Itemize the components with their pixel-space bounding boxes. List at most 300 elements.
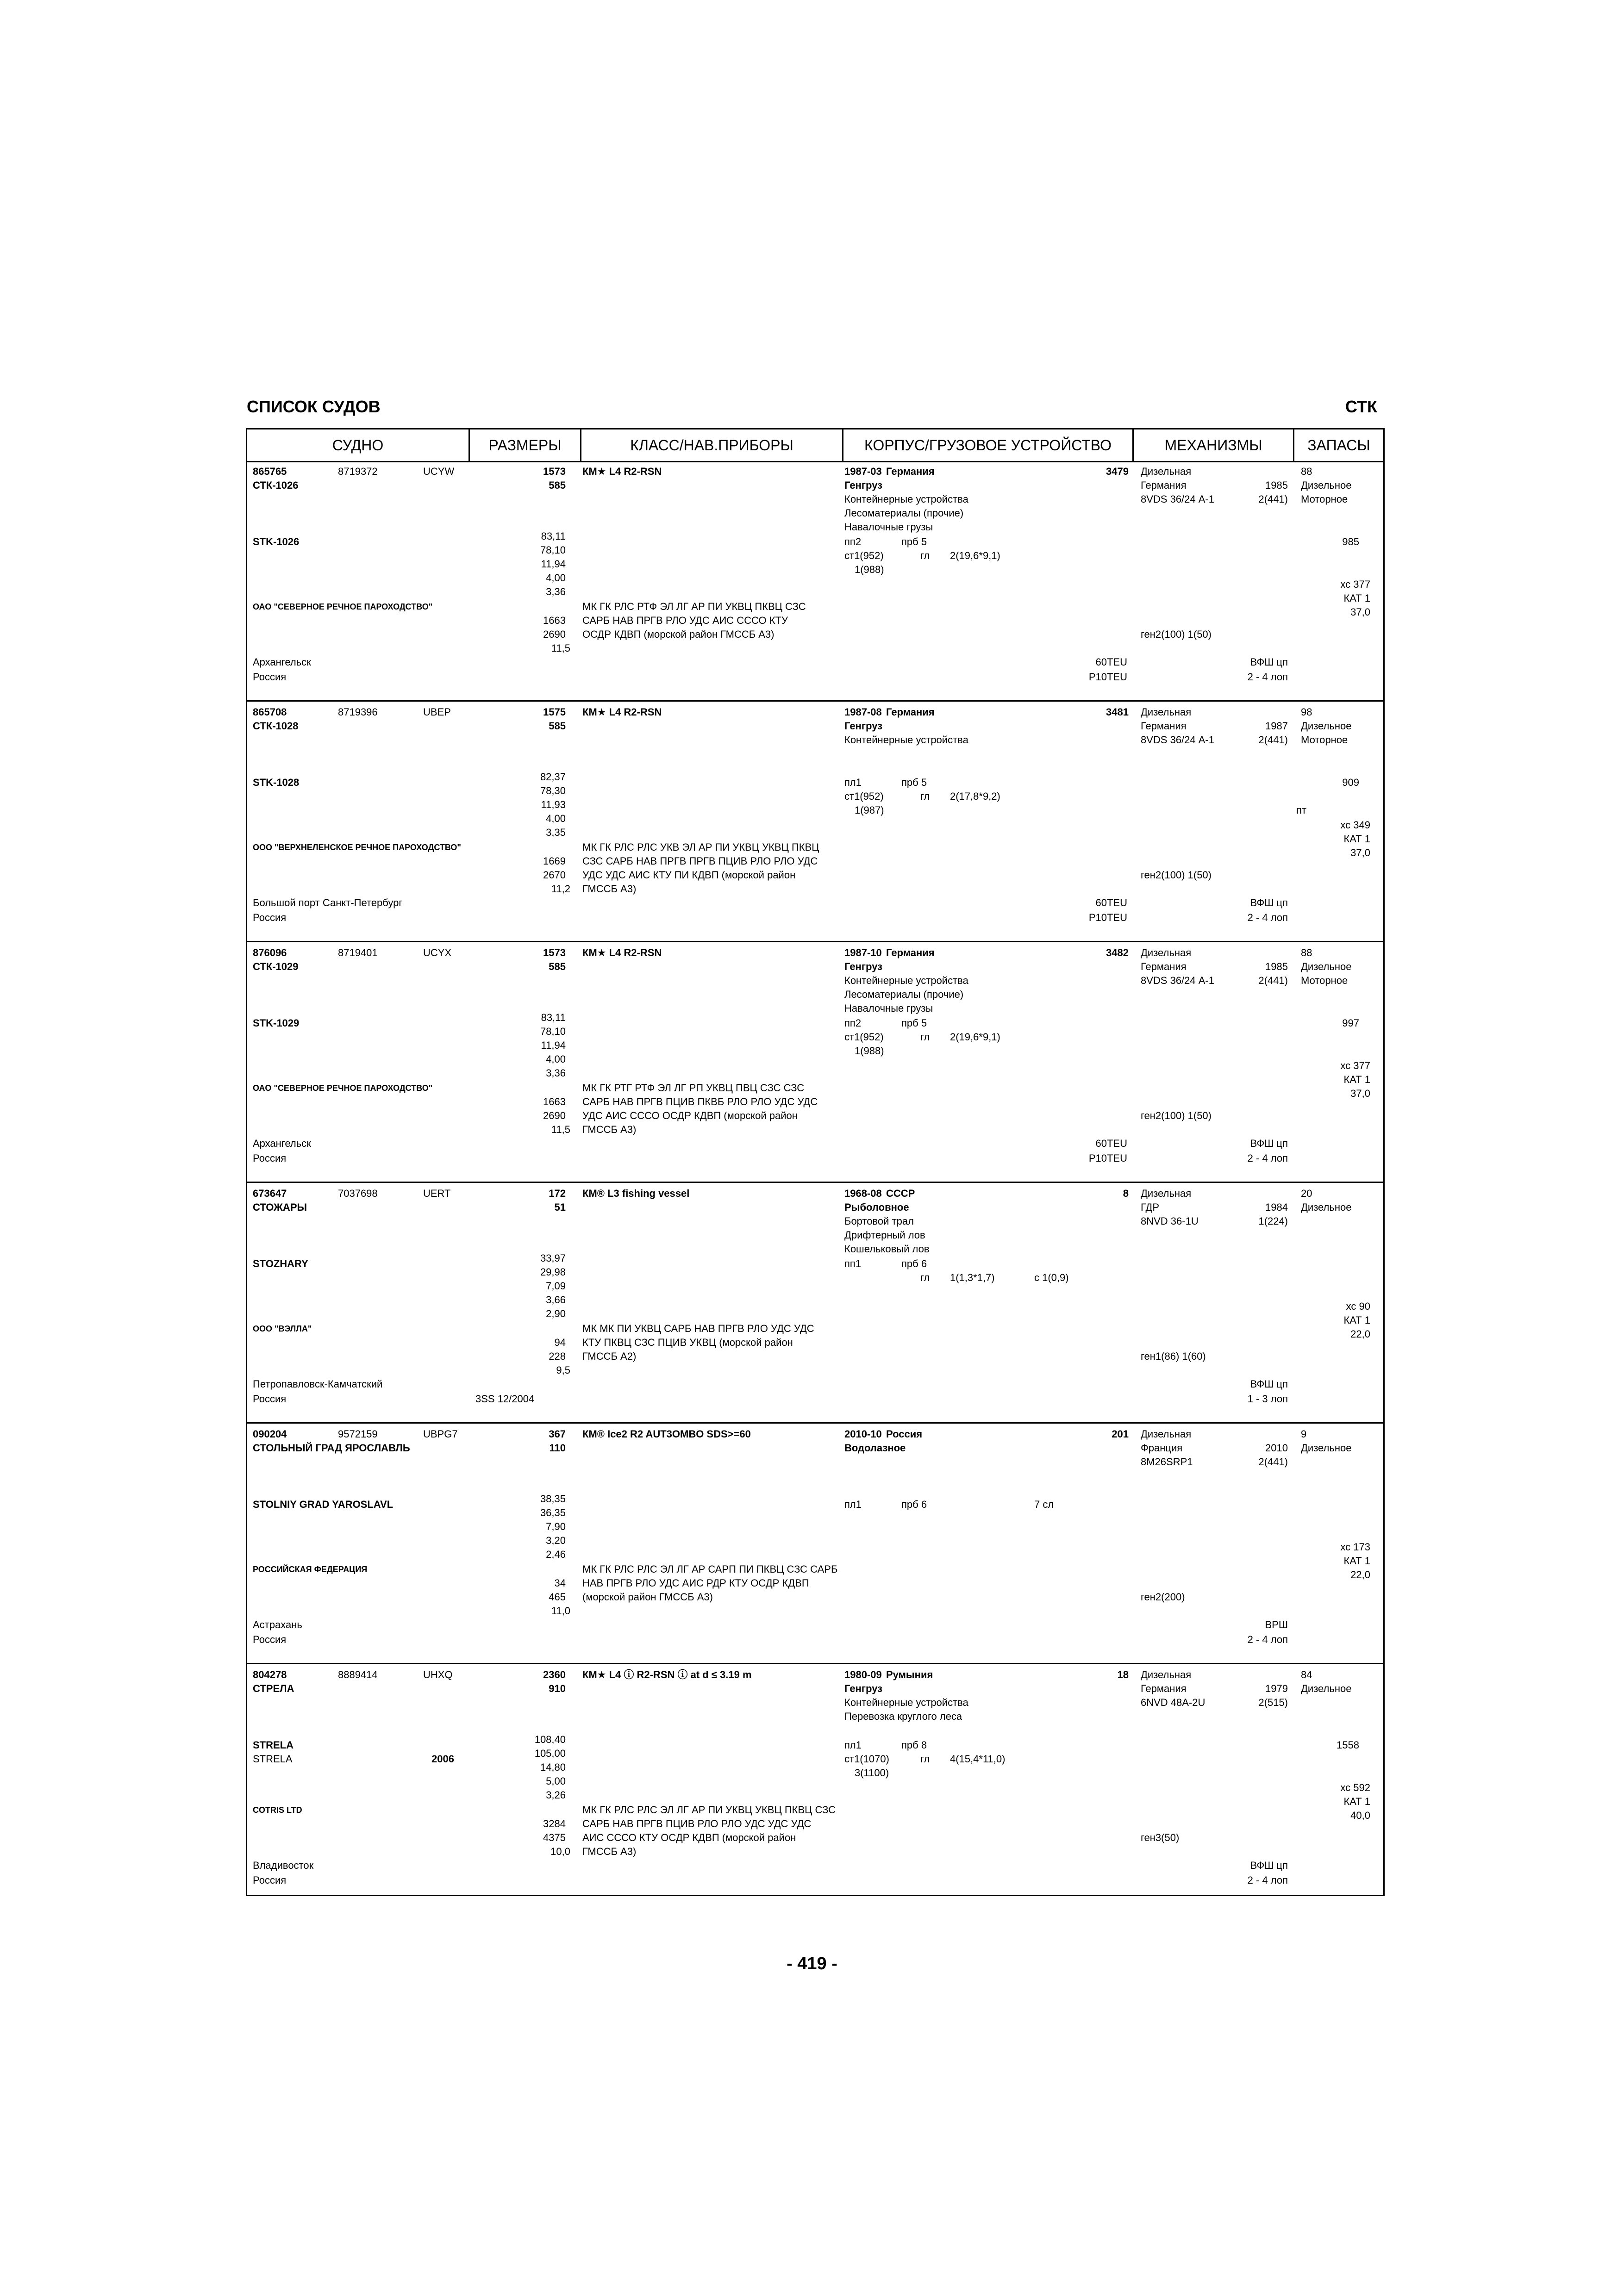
build-country: Россия [886, 1428, 923, 1440]
build-country: Германия [886, 466, 935, 477]
crew-range: 1 - 3 лоп [1247, 1393, 1288, 1405]
supply-detail: КАТ 1 [1343, 592, 1370, 604]
hull-extra: 7 сл [1034, 1499, 1054, 1510]
fuel-type-secondary: Моторное [1301, 493, 1348, 505]
hull-detail: гл [920, 1272, 930, 1283]
engine-line: 8M26SRP1 [1141, 1456, 1193, 1468]
ship-type: Генгруз [844, 720, 883, 732]
hull-line: пл1 [844, 777, 862, 788]
deadweight-value: 3284 [543, 1818, 566, 1829]
hull-line: ст1(952) [844, 550, 884, 561]
call-sign: UBPG7 [423, 1428, 458, 1440]
page-title: СПИСОК СУДОВ [247, 397, 381, 416]
cargo-gear-line: Навалочные грузы [844, 1002, 933, 1014]
ship-type: Генгруз [844, 961, 883, 972]
gross-tonnage: 2360 [543, 1669, 566, 1680]
generators: ген2(100) 1(50) [1141, 1110, 1212, 1121]
generators: ген2(100) 1(50) [1141, 628, 1212, 640]
hull-line: ст1(952) [844, 790, 884, 802]
dimension-value: 108,40 [534, 1734, 566, 1745]
net-tonnage: 585 [549, 961, 566, 972]
deadweight-value: 11,5 [551, 1124, 570, 1135]
hatch-dimensions: 2(19,6*9,1) [950, 1031, 1000, 1043]
hull-line: пп2 [844, 1017, 862, 1029]
engine-line: Дизельная [1141, 706, 1192, 718]
supply-detail: КАТ 1 [1343, 1074, 1370, 1085]
ship-name-lat: STK-1026 [253, 536, 300, 548]
ship-entry [247, 1424, 1383, 1664]
notes: 3SS 12/2004 [475, 1393, 535, 1405]
ship-entry [247, 942, 1383, 1183]
dimension-value: 7,90 [546, 1521, 566, 1532]
registry-number: 865708 [253, 706, 287, 718]
build-country: Германия [886, 706, 935, 718]
home-port: Архангельск [253, 656, 311, 668]
fuel-type: Дизельное [1301, 1683, 1352, 1694]
fuel-capacity: 88 [1301, 947, 1312, 958]
call-sign: UCYX [423, 947, 452, 958]
supply-value: 1558 [1337, 1739, 1359, 1751]
nav-equipment-line: ГМССБ А3) [582, 1846, 637, 1857]
net-tonnage: 110 [549, 1442, 566, 1454]
ship-entry [247, 1664, 1383, 1905]
flag-country: Россия [253, 912, 287, 923]
cargo-gear-line: Лесоматериалы (прочие) [844, 989, 964, 1000]
engine-year: 1985 [1265, 961, 1288, 972]
page-number: - 419 - [787, 1954, 837, 1973]
dimension-value: 105,00 [534, 1748, 566, 1759]
deadweight-value: 228 [549, 1350, 566, 1362]
column-header-supplies: ЗАПАСЫ [1307, 437, 1370, 454]
supply-detail: хс 173 [1340, 1541, 1370, 1553]
propeller-type: ВФШ цп [1250, 656, 1288, 668]
supply-detail: хс 377 [1340, 1060, 1370, 1071]
dimension-value: 36,35 [540, 1507, 566, 1518]
ship-entry [247, 461, 1383, 702]
page-section-code: СТК [1345, 397, 1377, 416]
hull-detail: прб 5 [901, 1017, 927, 1029]
supply-detail: 40,0 [1350, 1810, 1370, 1821]
dimension-value: 83,11 [541, 1012, 566, 1023]
engine-year: 2010 [1265, 1442, 1288, 1454]
propeller-type: ВРШ [1265, 1619, 1288, 1630]
dimension-value: 11,94 [541, 1039, 566, 1051]
fuel-type: Дизельное [1301, 1201, 1352, 1213]
net-tonnage: 910 [549, 1683, 566, 1694]
engine-year: 1987 [1265, 720, 1288, 732]
supply-detail: КАТ 1 [1343, 1555, 1370, 1567]
supply-value: 909 [1342, 777, 1359, 788]
engine-line: 6NVD 48A-2U [1141, 1697, 1206, 1708]
dimension-value: 29,98 [540, 1266, 566, 1278]
propeller-type: ВФШ цп [1250, 1378, 1288, 1390]
build-country: Румыния [886, 1669, 933, 1680]
dimension-value: 33,97 [540, 1252, 566, 1264]
ship-name-lat: STK-1029 [253, 1017, 300, 1029]
net-tonnage: 51 [554, 1201, 566, 1213]
engine-year: 1979 [1265, 1683, 1288, 1694]
deadweight-value: 11,5 [551, 642, 570, 654]
gross-tonnage: 1573 [543, 947, 566, 958]
call-sign: UERT [423, 1188, 451, 1199]
dimension-value: 4,00 [546, 1053, 566, 1065]
engine-year: 1985 [1265, 479, 1288, 491]
dimension-value: 3,36 [546, 586, 566, 597]
hull-line: ст1(1070) [844, 1753, 889, 1765]
supply-detail: 37,0 [1350, 606, 1370, 618]
flag-country: Россия [253, 1874, 287, 1886]
cargo-gear-line: Навалочные грузы [844, 521, 933, 533]
cargo-gear-line: Контейнерные устройства [844, 1697, 968, 1708]
yard-number: 3481 [1106, 706, 1129, 718]
gross-tonnage: 1573 [543, 466, 566, 477]
ship-entry [247, 702, 1383, 942]
nav-equipment-line: САРБ НАВ ПРГВ ПЦИВ РЛО РЛО УДС УДС УДС [582, 1818, 812, 1829]
home-port: Архангельск [253, 1138, 311, 1149]
fuel-type-secondary: Моторное [1301, 734, 1348, 746]
supply-detail: КАТ 1 [1343, 833, 1370, 845]
supply-detail: 22,0 [1350, 1328, 1370, 1340]
ship-entry [247, 1183, 1383, 1424]
fuel-capacity: 9 [1301, 1428, 1307, 1440]
supply-value: 997 [1342, 1017, 1359, 1029]
cargo-gear-line: Контейнерные устройства [844, 493, 968, 505]
ship-type: Генгруз [844, 1683, 883, 1694]
column-header-machinery: МЕХАНИЗМЫ [1134, 429, 1294, 461]
build-country: Германия [886, 947, 935, 958]
registry-number: 804278 [253, 1669, 287, 1680]
hull-line: 1(988) [855, 1045, 884, 1057]
hull-detail: гл [920, 1753, 930, 1765]
fuel-type: Дизельное [1301, 961, 1352, 972]
deadweight-value: 1663 [543, 615, 566, 626]
engine-line: Дизельная [1141, 466, 1192, 477]
column-header-ship: СУДНО [247, 429, 470, 461]
supply-detail: хс 592 [1340, 1782, 1370, 1793]
yard-number: 8 [1123, 1188, 1129, 1199]
teu-capacity: 60TEU [1095, 656, 1127, 668]
dimension-value: 11,93 [541, 799, 566, 810]
teu-capacity-alt: P10TEU [1088, 912, 1127, 923]
crew-range: 2 - 4 лоп [1247, 912, 1288, 923]
yard-number: 201 [1112, 1428, 1129, 1440]
imo-number: 7037698 [338, 1188, 378, 1199]
ship-owner: ООО "ВЕРХНЕЛЕНСКОЕ РЕЧНОЕ ПАРОХОДСТВО" [253, 843, 461, 852]
engine-line: Германия [1141, 479, 1187, 491]
ship-name-lat: STOLNIY GRAD YAROSLAVL [253, 1499, 394, 1510]
engine-line: Дизельная [1141, 1669, 1192, 1680]
supply-value: 985 [1342, 536, 1359, 548]
nav-equipment-line: МК ГК РЛС РЛС ЭЛ ЛГ АР САРП ПИ ПКВЦ СЗС САРБ [582, 1563, 838, 1575]
class-notation: КМ★ L4 R2-RSN [582, 947, 662, 958]
engine-power: 2(441) [1258, 975, 1288, 986]
class-notation: КМ★ L4 R2-RSN [582, 466, 662, 477]
former-name-year: 2006 [431, 1753, 454, 1765]
hull-line: пп2 [844, 536, 862, 548]
imo-number: 8719396 [338, 706, 378, 718]
hull-extra: с 1(0,9) [1034, 1272, 1069, 1283]
deadweight-value: 2670 [543, 869, 566, 881]
teu-capacity: 60TEU [1095, 1138, 1127, 1149]
propeller-type: ВФШ цп [1250, 897, 1288, 908]
yard-number: 18 [1117, 1669, 1129, 1680]
flag-country: Россия [253, 1152, 287, 1164]
home-port: Владивосток [253, 1860, 314, 1871]
deadweight-value: 34 [554, 1577, 566, 1589]
engine-line: Дизельная [1141, 1428, 1192, 1440]
ship-table [246, 428, 1385, 1896]
engine-power: 2(441) [1258, 734, 1288, 746]
supply-detail: КАТ 1 [1343, 1796, 1370, 1807]
dimension-value: 78,30 [540, 785, 566, 796]
nav-equipment-line: СЗС САРБ НАВ ПРГВ ПРГВ ПЦИВ РЛО РЛО УДС [582, 855, 818, 867]
yard-number: 3482 [1106, 947, 1129, 958]
teu-capacity-alt: P10TEU [1088, 671, 1127, 683]
dimension-value: 7,09 [546, 1280, 566, 1292]
hull-detail: гл [920, 1031, 930, 1043]
crew-range: 2 - 4 лоп [1247, 1634, 1288, 1645]
cargo-gear-line: Перевозка круглого леса [844, 1711, 962, 1722]
net-tonnage: 585 [549, 720, 566, 732]
build-date: 1987-03 [844, 466, 882, 477]
ship-owner: ООО "ВЭЛЛА" [253, 1324, 312, 1333]
dimension-value: 2,90 [546, 1308, 566, 1319]
hull-detail: прб 8 [901, 1739, 927, 1751]
cargo-gear-line: Контейнерные устройства [844, 734, 968, 746]
generators: ген1(86) 1(60) [1141, 1350, 1206, 1362]
nav-equipment-line: САРБ НАВ ПРГВ ПЦИВ ПКВБ РЛО РЛО УДС УДС [582, 1096, 818, 1108]
engine-line: Дизельная [1141, 1188, 1192, 1199]
nav-equipment-line: НАВ ПРГВ РЛО УДС АИС РДР КТУ ОСДР КДВП [582, 1577, 809, 1589]
flag-country: Россия [253, 1393, 287, 1405]
call-sign: UCYW [423, 466, 455, 477]
deadweight-value: 11,0 [551, 1605, 570, 1617]
former-name: STRELA [253, 1753, 293, 1765]
hatch-dimensions: 4(15,4*11,0) [950, 1753, 1006, 1765]
home-port: Петропавловск-Камчатский [253, 1378, 383, 1390]
yard-number: 3479 [1106, 466, 1129, 477]
ship-name-lat: STOZHARY [253, 1258, 308, 1269]
deadweight-value: 2690 [543, 628, 566, 640]
build-date: 1987-08 [844, 706, 882, 718]
flag-country: Россия [253, 671, 287, 683]
imo-number: 8889414 [338, 1669, 378, 1680]
dimension-value: 14,80 [540, 1761, 566, 1773]
gross-tonnage: 172 [549, 1188, 566, 1199]
class-notation: КМ® L3 fishing vessel [582, 1188, 690, 1199]
fuel-capacity: 88 [1301, 466, 1312, 477]
crew-range: 2 - 4 лоп [1247, 1152, 1288, 1164]
nav-equipment-line: САРБ НАВ ПРГВ РЛО УДС АИС СССО КТУ [582, 615, 788, 626]
engine-power: 2(515) [1258, 1697, 1288, 1708]
call-sign: UHXQ [423, 1669, 453, 1680]
ship-name-ru: СТОЖАРЫ [253, 1201, 307, 1213]
dimension-value: 4,00 [546, 572, 566, 584]
supply-detail: 37,0 [1350, 847, 1370, 859]
ship-name-ru: СТОЛЬНЫЙ ГРАД ЯРОСЛАВЛЬ [253, 1442, 410, 1454]
nav-equipment-line: ГМССБ А3) [582, 883, 637, 895]
nav-equipment-line: МК ГК РЛС РЛС ЭЛ ЛГ АР ПИ УКВЦ УКВЦ ПКВЦ СЗС [582, 1804, 836, 1816]
engine-line: Германия [1141, 1683, 1187, 1694]
dimension-value: 78,10 [540, 1026, 566, 1037]
nav-equipment-line: МК ГК РЛС РТФ ЭЛ ЛГ АР ПИ УКВЦ ПКВЦ СЗС [582, 601, 806, 612]
teu-capacity-alt: P10TEU [1088, 1152, 1127, 1164]
engine-line: 8VDS 36/24 А-1 [1141, 493, 1214, 505]
registry-number: 865765 [253, 466, 287, 477]
deadweight-value: 465 [549, 1591, 566, 1603]
engine-power: 2(441) [1258, 1456, 1288, 1468]
ship-owner: РОССИЙСКАЯ ФЕДЕРАЦИЯ [253, 1565, 368, 1574]
ship-owner: ОАО "СЕВЕРНОЕ РЕЧНОЕ ПАРОХОДСТВО" [253, 602, 433, 611]
nav-equipment-line: МК ГК РТГ РТФ ЭЛ ЛГ РП УКВЦ ПВЦ СЗС СЗС [582, 1082, 805, 1094]
build-country: СССР [886, 1188, 915, 1199]
engine-year: 1984 [1265, 1201, 1288, 1213]
ship-type: Генгруз [844, 479, 883, 491]
engine-line: Дизельная [1141, 947, 1192, 958]
ship-owner: ОАО "СЕВЕРНОЕ РЕЧНОЕ ПАРОХОДСТВО" [253, 1083, 433, 1093]
engine-power: 1(224) [1258, 1215, 1288, 1227]
registry-number: 090204 [253, 1428, 287, 1440]
deadweight-value: 2690 [543, 1110, 566, 1121]
deadweight-value: 1663 [543, 1096, 566, 1108]
engine-line: Германия [1141, 961, 1187, 972]
column-header-hull: КОРПУС/ГРУЗОВОЕ УСТРОЙСТВО [843, 429, 1134, 461]
hatch-dimensions: 2(17,8*9,2) [950, 790, 1000, 802]
hull-detail: гл [920, 550, 930, 561]
deadweight-value: 10,0 [550, 1846, 570, 1857]
dimension-value: 3,36 [546, 1067, 566, 1079]
ship-owner: COTRIS LTD [253, 1805, 302, 1815]
dimension-value: 3,66 [546, 1294, 566, 1306]
class-notation: КМ★ L4 R2-RSN [582, 706, 662, 718]
propeller-type: ВФШ цп [1250, 1138, 1288, 1149]
nav-equipment-line: ГМССБ А2) [582, 1350, 637, 1362]
flag-country: Россия [253, 1634, 287, 1645]
nav-equipment-line: МК МК ПИ УКВЦ САРБ НАВ ПРГВ РЛО УДС УДС [582, 1323, 814, 1334]
supply-detail: хс 90 [1346, 1300, 1370, 1312]
table-header [247, 429, 1383, 462]
nav-equipment-line: МК ГК РЛС РЛС УКВ ЭЛ АР ПИ УКВЦ УКВЦ ПКВЦ [582, 841, 819, 853]
supply-detail: хс 349 [1340, 819, 1370, 831]
dimension-value: 83,11 [541, 530, 566, 542]
hull-line: 3(1100) [855, 1767, 889, 1779]
teu-capacity: 60TEU [1095, 897, 1127, 908]
supply-detail: 37,0 [1350, 1088, 1370, 1099]
nav-equipment-line: УДС УДС АИС КТУ ПИ КДВП (морской район [582, 869, 796, 881]
column-header-class: КЛАСС/НАВ.ПРИБОРЫ [581, 429, 843, 461]
dimension-value: 2,46 [546, 1549, 566, 1560]
dimension-value: 5,00 [546, 1775, 566, 1787]
hull-line: пп1 [844, 1258, 862, 1269]
supply-detail: КАТ 1 [1343, 1314, 1370, 1326]
engine-line: Франция [1141, 1442, 1183, 1454]
deadweight-value: 1669 [543, 855, 566, 867]
generators: ген3(50) [1141, 1832, 1180, 1843]
ship-name-ru: СТРЕЛА [253, 1683, 294, 1694]
crew-range: 2 - 4 лоп [1247, 671, 1288, 683]
nav-equipment-line: КТУ ПКВЦ СЗС ПЦИВ УКВЦ (морской район [582, 1337, 793, 1348]
imo-number: 9572159 [338, 1428, 378, 1440]
dimension-value: 11,94 [541, 558, 566, 570]
deadweight-value: 4375 [543, 1832, 566, 1843]
generators: ген2(200) [1141, 1591, 1185, 1603]
ship-name-lat: STRELA [253, 1739, 294, 1751]
fuel-capacity: 98 [1301, 706, 1312, 718]
fuel-type: Дизельное [1301, 720, 1352, 732]
dimension-value: 78,10 [540, 544, 566, 556]
supply-detail: хс 377 [1340, 579, 1370, 590]
deadweight-value: 9,5 [556, 1364, 570, 1376]
hull-line: пл1 [844, 1739, 862, 1751]
hatch-dimensions: 1(1,3*1,7) [950, 1272, 995, 1283]
propeller-type: ВФШ цп [1250, 1860, 1288, 1871]
ship-name-ru: СТК-1029 [253, 961, 299, 972]
hull-detail: прб 5 [901, 536, 927, 548]
dimension-value: 4,00 [546, 813, 566, 824]
dimension-value: 3,35 [546, 827, 566, 838]
ship-name-ru: СТК-1028 [253, 720, 299, 732]
registry-number: 876096 [253, 947, 287, 958]
home-port: Большой порт Санкт-Петербург [253, 897, 403, 908]
ship-type: Рыболовное [844, 1201, 909, 1213]
cargo-gear-line: Бортовой трал [844, 1215, 914, 1227]
column-header-dimensions: РАЗМЕРЫ [470, 429, 581, 461]
hatch-dimensions: 2(19,6*9,1) [950, 550, 1000, 561]
cargo-gear-line: Контейнерные устройства [844, 975, 968, 986]
home-port: Астрахань [253, 1619, 302, 1630]
dimension-value: 82,37 [540, 771, 566, 783]
fuel-capacity: 20 [1301, 1188, 1312, 1199]
deadweight-value: 94 [554, 1337, 566, 1348]
supply-note: пт [1296, 804, 1306, 816]
nav-equipment-line: ОСДР КДВП (морской район ГМССБ А3) [582, 628, 775, 640]
build-date: 1968-08 [844, 1188, 882, 1199]
fuel-type-secondary: Моторное [1301, 975, 1348, 986]
dimension-value: 3,20 [546, 1535, 566, 1546]
call-sign: UBEP [423, 706, 451, 718]
nav-equipment-line: ГМССБ А3) [582, 1124, 637, 1135]
class-notation: КМ® Ice2 R2 AUT3OMBO SDS>=60 [582, 1428, 751, 1440]
supply-detail: 22,0 [1350, 1569, 1370, 1580]
hull-line: ст1(952) [844, 1031, 884, 1043]
hull-detail: прб 6 [901, 1499, 927, 1510]
nav-equipment-line: УДС АИС СССО ОСДР КДВП (морской район [582, 1110, 798, 1121]
engine-line: ГДР [1141, 1201, 1160, 1213]
net-tonnage: 585 [549, 479, 566, 491]
nav-equipment-line: (морской район ГМССБ А3) [582, 1591, 713, 1603]
imo-number: 8719401 [338, 947, 378, 958]
fuel-capacity: 84 [1301, 1669, 1312, 1680]
gross-tonnage: 367 [549, 1428, 566, 1440]
engine-line: 8NVD 36-1U [1141, 1215, 1199, 1227]
build-date: 2010-10 [844, 1428, 882, 1440]
cargo-gear-line: Лесоматериалы (прочие) [844, 507, 964, 519]
engine-power: 2(441) [1258, 493, 1288, 505]
class-notation: КМ★ L4 ⓘ R2-RSN ⓘ at d ≤ 3.19 m [582, 1669, 752, 1680]
hull-line: 1(987) [855, 804, 884, 816]
hull-line: 1(988) [855, 564, 884, 575]
dimension-value: 3,26 [546, 1789, 566, 1801]
hull-detail: прб 6 [901, 1258, 927, 1269]
fuel-type: Дизельное [1301, 1442, 1352, 1454]
imo-number: 8719372 [338, 466, 378, 477]
deadweight-value: 11,2 [551, 883, 570, 895]
ship-type: Водолазное [844, 1442, 906, 1454]
cargo-gear-line: Кошельковый лов [844, 1243, 930, 1255]
engine-line: 8VDS 36/24 А-1 [1141, 734, 1214, 746]
engine-line: 8VDS 36/24 А-1 [1141, 975, 1214, 986]
gross-tonnage: 1575 [543, 706, 566, 718]
